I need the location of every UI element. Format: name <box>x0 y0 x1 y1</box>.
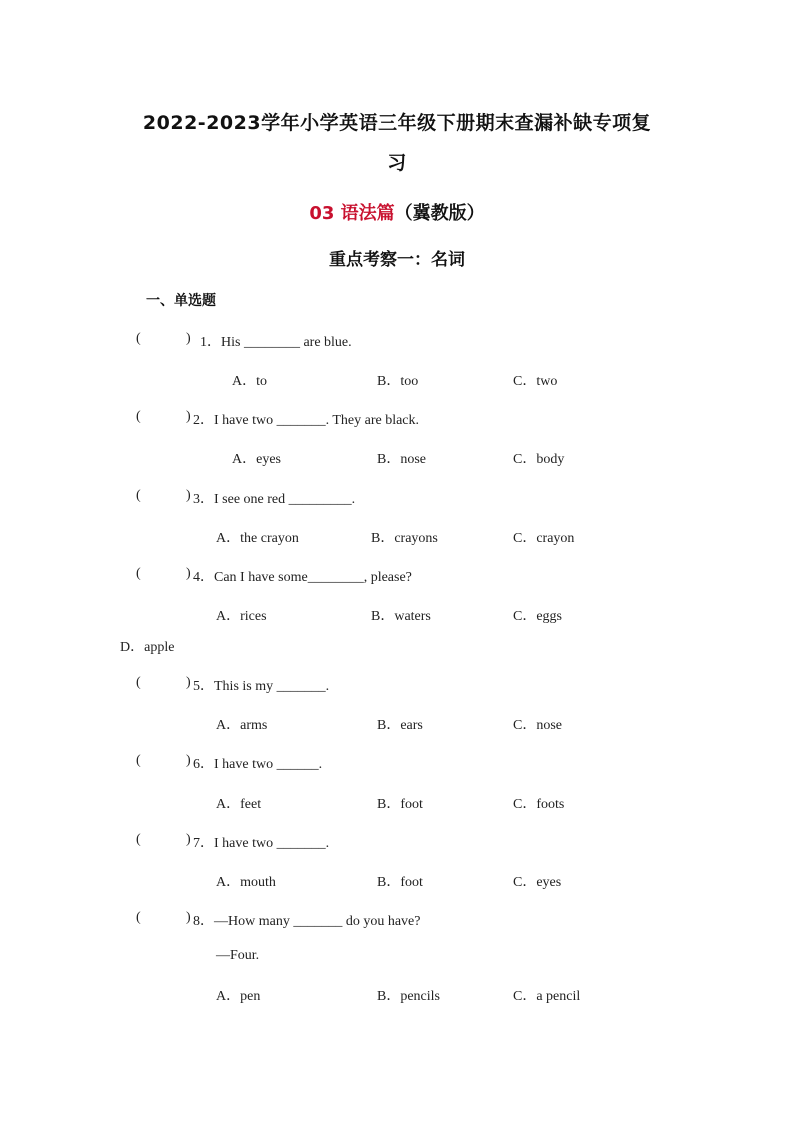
option-text: two <box>536 374 558 389</box>
option-text: waters <box>394 609 431 624</box>
option-letter: C． <box>513 718 537 733</box>
q6-text: 6．I have two ______. <box>193 757 323 772</box>
option-text: mouth <box>240 875 276 890</box>
option-letter: A． <box>216 609 241 624</box>
q6-paren-close: ) <box>186 753 191 768</box>
page-title-line-2: 习 <box>387 152 407 174</box>
option-letter: A． <box>216 989 241 1004</box>
option-text: foot <box>400 875 423 890</box>
q7-option-c[interactable] <box>513 871 561 891</box>
option-text: arms <box>240 718 268 733</box>
q8-option-c[interactable] <box>513 985 580 1005</box>
option-text: foot <box>400 797 423 812</box>
option-letter: D． <box>120 640 145 655</box>
q1-paren-open: ( <box>136 331 141 346</box>
q5-option-c[interactable] <box>513 714 562 734</box>
q3-option-c[interactable] <box>513 527 574 547</box>
q7-text: 7．I have two _______. <box>193 836 330 851</box>
q6-option-b[interactable] <box>377 793 423 813</box>
option-letter: B． <box>377 374 401 389</box>
q2-text: 2．I have two _______. They are black. <box>193 413 420 428</box>
option-letter: C． <box>513 374 537 389</box>
option-text: too <box>400 374 419 389</box>
q5-text: 5．This is my _______. <box>193 679 330 694</box>
subtitle <box>0 199 794 225</box>
q4-option-d[interactable] <box>120 636 174 656</box>
option-letter: B． <box>371 609 395 624</box>
option-letter: A． <box>232 374 257 389</box>
page-title-line-1: 2022-2023学年小学英语三年级下册期末查漏补缺专项复 <box>142 112 652 134</box>
q3-paren-open: ( <box>136 488 141 503</box>
option-text: foots <box>536 797 565 812</box>
subtitle-edition: （冀教版） <box>394 203 485 224</box>
option-text: eyes <box>256 452 282 467</box>
option-text: pen <box>240 989 261 1004</box>
q4-option-c[interactable] <box>513 605 562 625</box>
q2-option-b[interactable] <box>377 448 426 468</box>
option-text: crayons <box>394 531 438 546</box>
option-text: to <box>256 374 268 389</box>
q3-text: 3．I see one red _________. <box>193 492 356 507</box>
q7-option-a[interactable] <box>216 871 276 891</box>
q8-text: 8．—How many _______ do you have? <box>193 914 421 929</box>
q1-text: 1．His ________ are blue. <box>200 335 352 350</box>
q4-paren-open: ( <box>136 566 141 581</box>
q5-paren-open: ( <box>136 675 141 690</box>
option-text: pencils <box>400 989 440 1004</box>
option-letter: A． <box>216 797 241 812</box>
q4-paren-close: ) <box>186 566 191 581</box>
q1-option-b[interactable] <box>377 370 418 390</box>
option-letter: B． <box>377 875 401 890</box>
subtitle-number: 03 <box>309 203 335 224</box>
option-text: eggs <box>536 609 563 624</box>
q7-paren-close: ) <box>186 832 191 847</box>
option-text: feet <box>240 797 262 812</box>
option-letter: C． <box>513 797 537 812</box>
q5-paren-close: ) <box>186 675 191 690</box>
q3-paren-close: ) <box>186 488 191 503</box>
q3-option-b[interactable] <box>371 527 438 547</box>
option-letter: B． <box>377 797 401 812</box>
option-letter: C． <box>513 452 537 467</box>
option-text: eyes <box>536 875 562 890</box>
option-letter: B． <box>377 718 401 733</box>
option-text: nose <box>400 452 427 467</box>
option-letter: C． <box>513 609 537 624</box>
q1-paren-close: ) <box>186 331 191 346</box>
option-letter: C． <box>513 531 537 546</box>
q8-option-b[interactable] <box>377 985 440 1005</box>
option-text: rices <box>240 609 267 624</box>
option-text: nose <box>536 718 563 733</box>
option-letter: B． <box>377 989 401 1004</box>
option-letter: B． <box>377 452 401 467</box>
part-label: 一、单选题 <box>146 293 216 309</box>
option-text: apple <box>144 640 175 655</box>
q3-option-a[interactable] <box>216 527 299 547</box>
q4-text: 4．Can I have some________, please? <box>193 570 412 585</box>
q1-option-c[interactable] <box>513 370 557 390</box>
option-letter: A． <box>216 875 241 890</box>
q5-option-a[interactable] <box>216 714 267 734</box>
q2-option-c[interactable] <box>513 448 564 468</box>
q1-option-a[interactable] <box>232 370 267 390</box>
q4-option-a[interactable] <box>216 605 267 625</box>
q5-option-b[interactable] <box>377 714 423 734</box>
option-letter: A． <box>216 531 241 546</box>
option-text: crayon <box>536 531 575 546</box>
q8-answer-line: —Four. <box>216 948 260 963</box>
q2-paren-close: ) <box>186 409 191 424</box>
q8-paren-open: ( <box>136 910 141 925</box>
subtitle-topic: 语法篇 <box>340 203 395 224</box>
option-letter: A． <box>216 718 241 733</box>
option-text: a pencil <box>536 989 581 1004</box>
q4-option-b[interactable] <box>371 605 431 625</box>
option-text: the crayon <box>240 531 299 546</box>
q7-option-b[interactable] <box>377 871 423 891</box>
q6-option-c[interactable] <box>513 793 564 813</box>
section-title: 重点考察一：名词 <box>329 250 465 270</box>
q8-paren-close: ) <box>186 910 191 925</box>
option-text: body <box>536 452 565 467</box>
option-letter: B． <box>371 531 395 546</box>
q6-paren-open: ( <box>136 753 141 768</box>
q2-paren-open: ( <box>136 409 141 424</box>
q8-option-a[interactable] <box>216 985 260 1005</box>
option-letter: A． <box>232 452 257 467</box>
option-letter: C． <box>513 989 537 1004</box>
q2-option-a[interactable] <box>232 448 281 468</box>
q7-paren-open: ( <box>136 832 141 847</box>
q6-option-a[interactable] <box>216 793 261 813</box>
option-text: ears <box>400 718 423 733</box>
option-letter: C． <box>513 875 537 890</box>
